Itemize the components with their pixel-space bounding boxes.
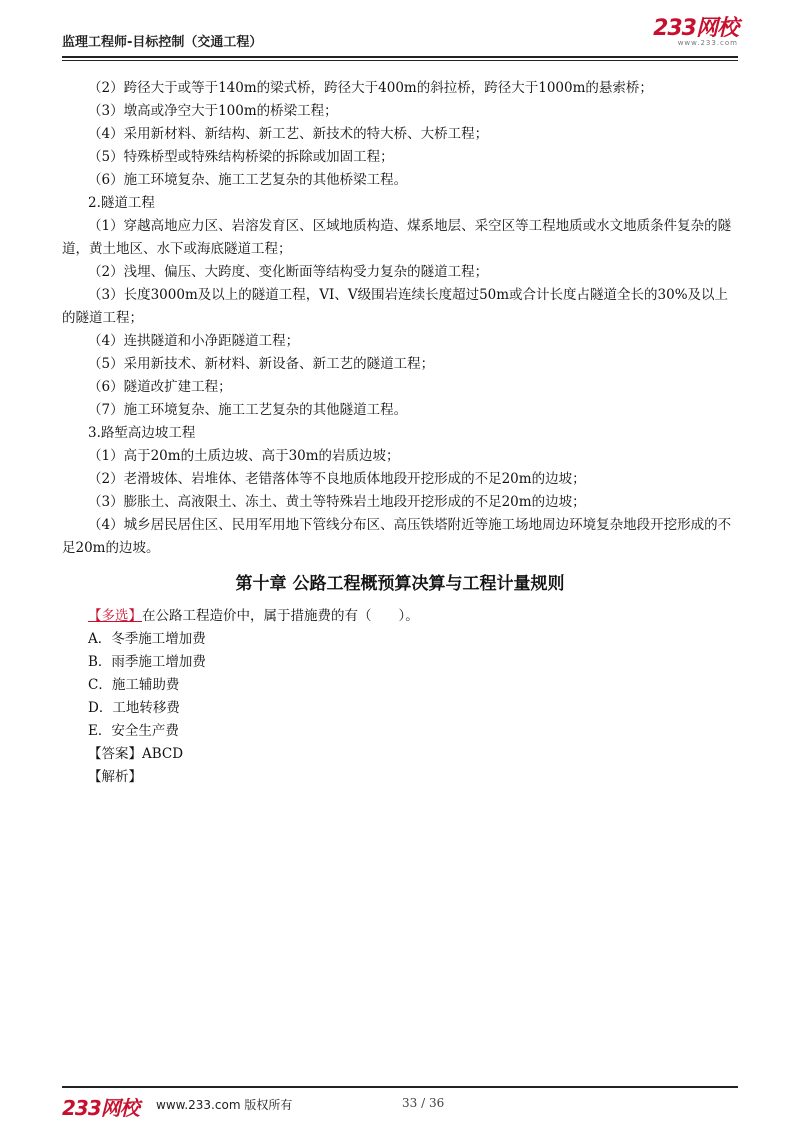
page-footer (62, 1086, 738, 1126)
slope-item: （2）老滑坡体、岩堆体、老错落体等不良地质体地段开挖形成的不足20m的边坡； (88, 471, 586, 487)
header-rule-thin (62, 60, 738, 61)
analysis: 【解析】 (88, 769, 142, 785)
tunnel-item: （1）穿越高地应力区、岩溶发育区、区域地质构造、煤系地层、采空区等工程地质或水文地质条件复杂的隧道，黄土地区、水下或海底隧道工程； (62, 218, 732, 257)
slope-item: （4）城乡居民居住区、民用军用地下管线分布区、高压铁塔附近等施工场地周边环境复杂地段开挖形成的不足20m的边坡。 (62, 517, 732, 556)
tunnel-item: （5）采用新技术、新材料、新设备、新工艺的隧道工程； (88, 356, 435, 372)
bridge-item: （3）墩高或净空大于100m的桥梁工程； (88, 103, 338, 119)
tunnel-item: （2）浅埋、偏压、大跨度、变化断面等结构受力复杂的隧道工程； (88, 264, 489, 280)
slope-item: （1）高于20m的土质边坡、高于30m的岩质边坡； (88, 448, 400, 464)
logo-mark: 233网校 (653, 16, 738, 41)
bridge-item: （4）采用新材料、新结构、新工艺、新技术的特大桥、大桥工程； (88, 126, 489, 142)
question-stem-line (62, 605, 738, 628)
tunnel-item: （3）长度3000m及以上的隧道工程，VI、V级围岩连续长度超过50m或合计长度占隧道全长的30%及以上的隧道工程； (62, 287, 729, 326)
tunnel-item: （6）隧道改扩建工程； (88, 379, 232, 395)
option-a: A．冬季施工增加费 (88, 631, 206, 647)
page-content (62, 77, 738, 789)
logo-url: www.233.com (677, 39, 738, 47)
footer-rule (62, 1086, 738, 1088)
option-b: B．雨季施工增加费 (88, 654, 206, 670)
section-heading-slope: 3.路堑高边坡工程 (88, 425, 196, 441)
bridge-item: （2）跨径大于或等于140m的梁式桥，跨径大于400m的斜拉桥，跨径大于1000m的悬索桥； (88, 80, 653, 96)
question-type-tag: 【多选】 (88, 608, 142, 624)
brand-logo (653, 18, 738, 47)
option-e: E．安全生产费 (88, 723, 179, 739)
answer: 【答案】ABCD (88, 746, 184, 762)
section-heading-tunnel: 2.隧道工程 (88, 195, 155, 211)
page-header (62, 18, 738, 58)
chapter-title: 第十章 公路工程概预算决算与工程计量规则 (235, 574, 565, 594)
question-stem: 在公路工程造价中，属于措施费的有（ ）。 (142, 608, 419, 624)
copyright-text: www.233.com 版权所有 (156, 1098, 293, 1112)
header-rule (62, 56, 738, 58)
document-title: 监理工程师-目标控制（交通工程） (62, 35, 263, 50)
page-number: 33 / 36 (402, 1096, 445, 1110)
tunnel-item: （4）连拱隧道和小净距隧道工程； (88, 333, 300, 349)
slope-item: （3）膨胀土、高液限土、冻土、黄土等特殊岩土地段开挖形成的不足20m的边坡； (88, 494, 586, 510)
tunnel-item: （7）施工环境复杂、施工工艺复杂的其他隧道工程。 (88, 402, 408, 418)
bridge-item: （5）特殊桥型或特殊结构桥梁的拆除或加固工程； (88, 149, 394, 165)
option-d: D．工地转移费 (88, 700, 180, 716)
bridge-item: （6）施工环境复杂、施工工艺复杂的其他桥梁工程。 (88, 172, 408, 188)
option-c: C．施工辅助费 (88, 677, 180, 693)
footer-logo: 233网校 (62, 1096, 139, 1120)
